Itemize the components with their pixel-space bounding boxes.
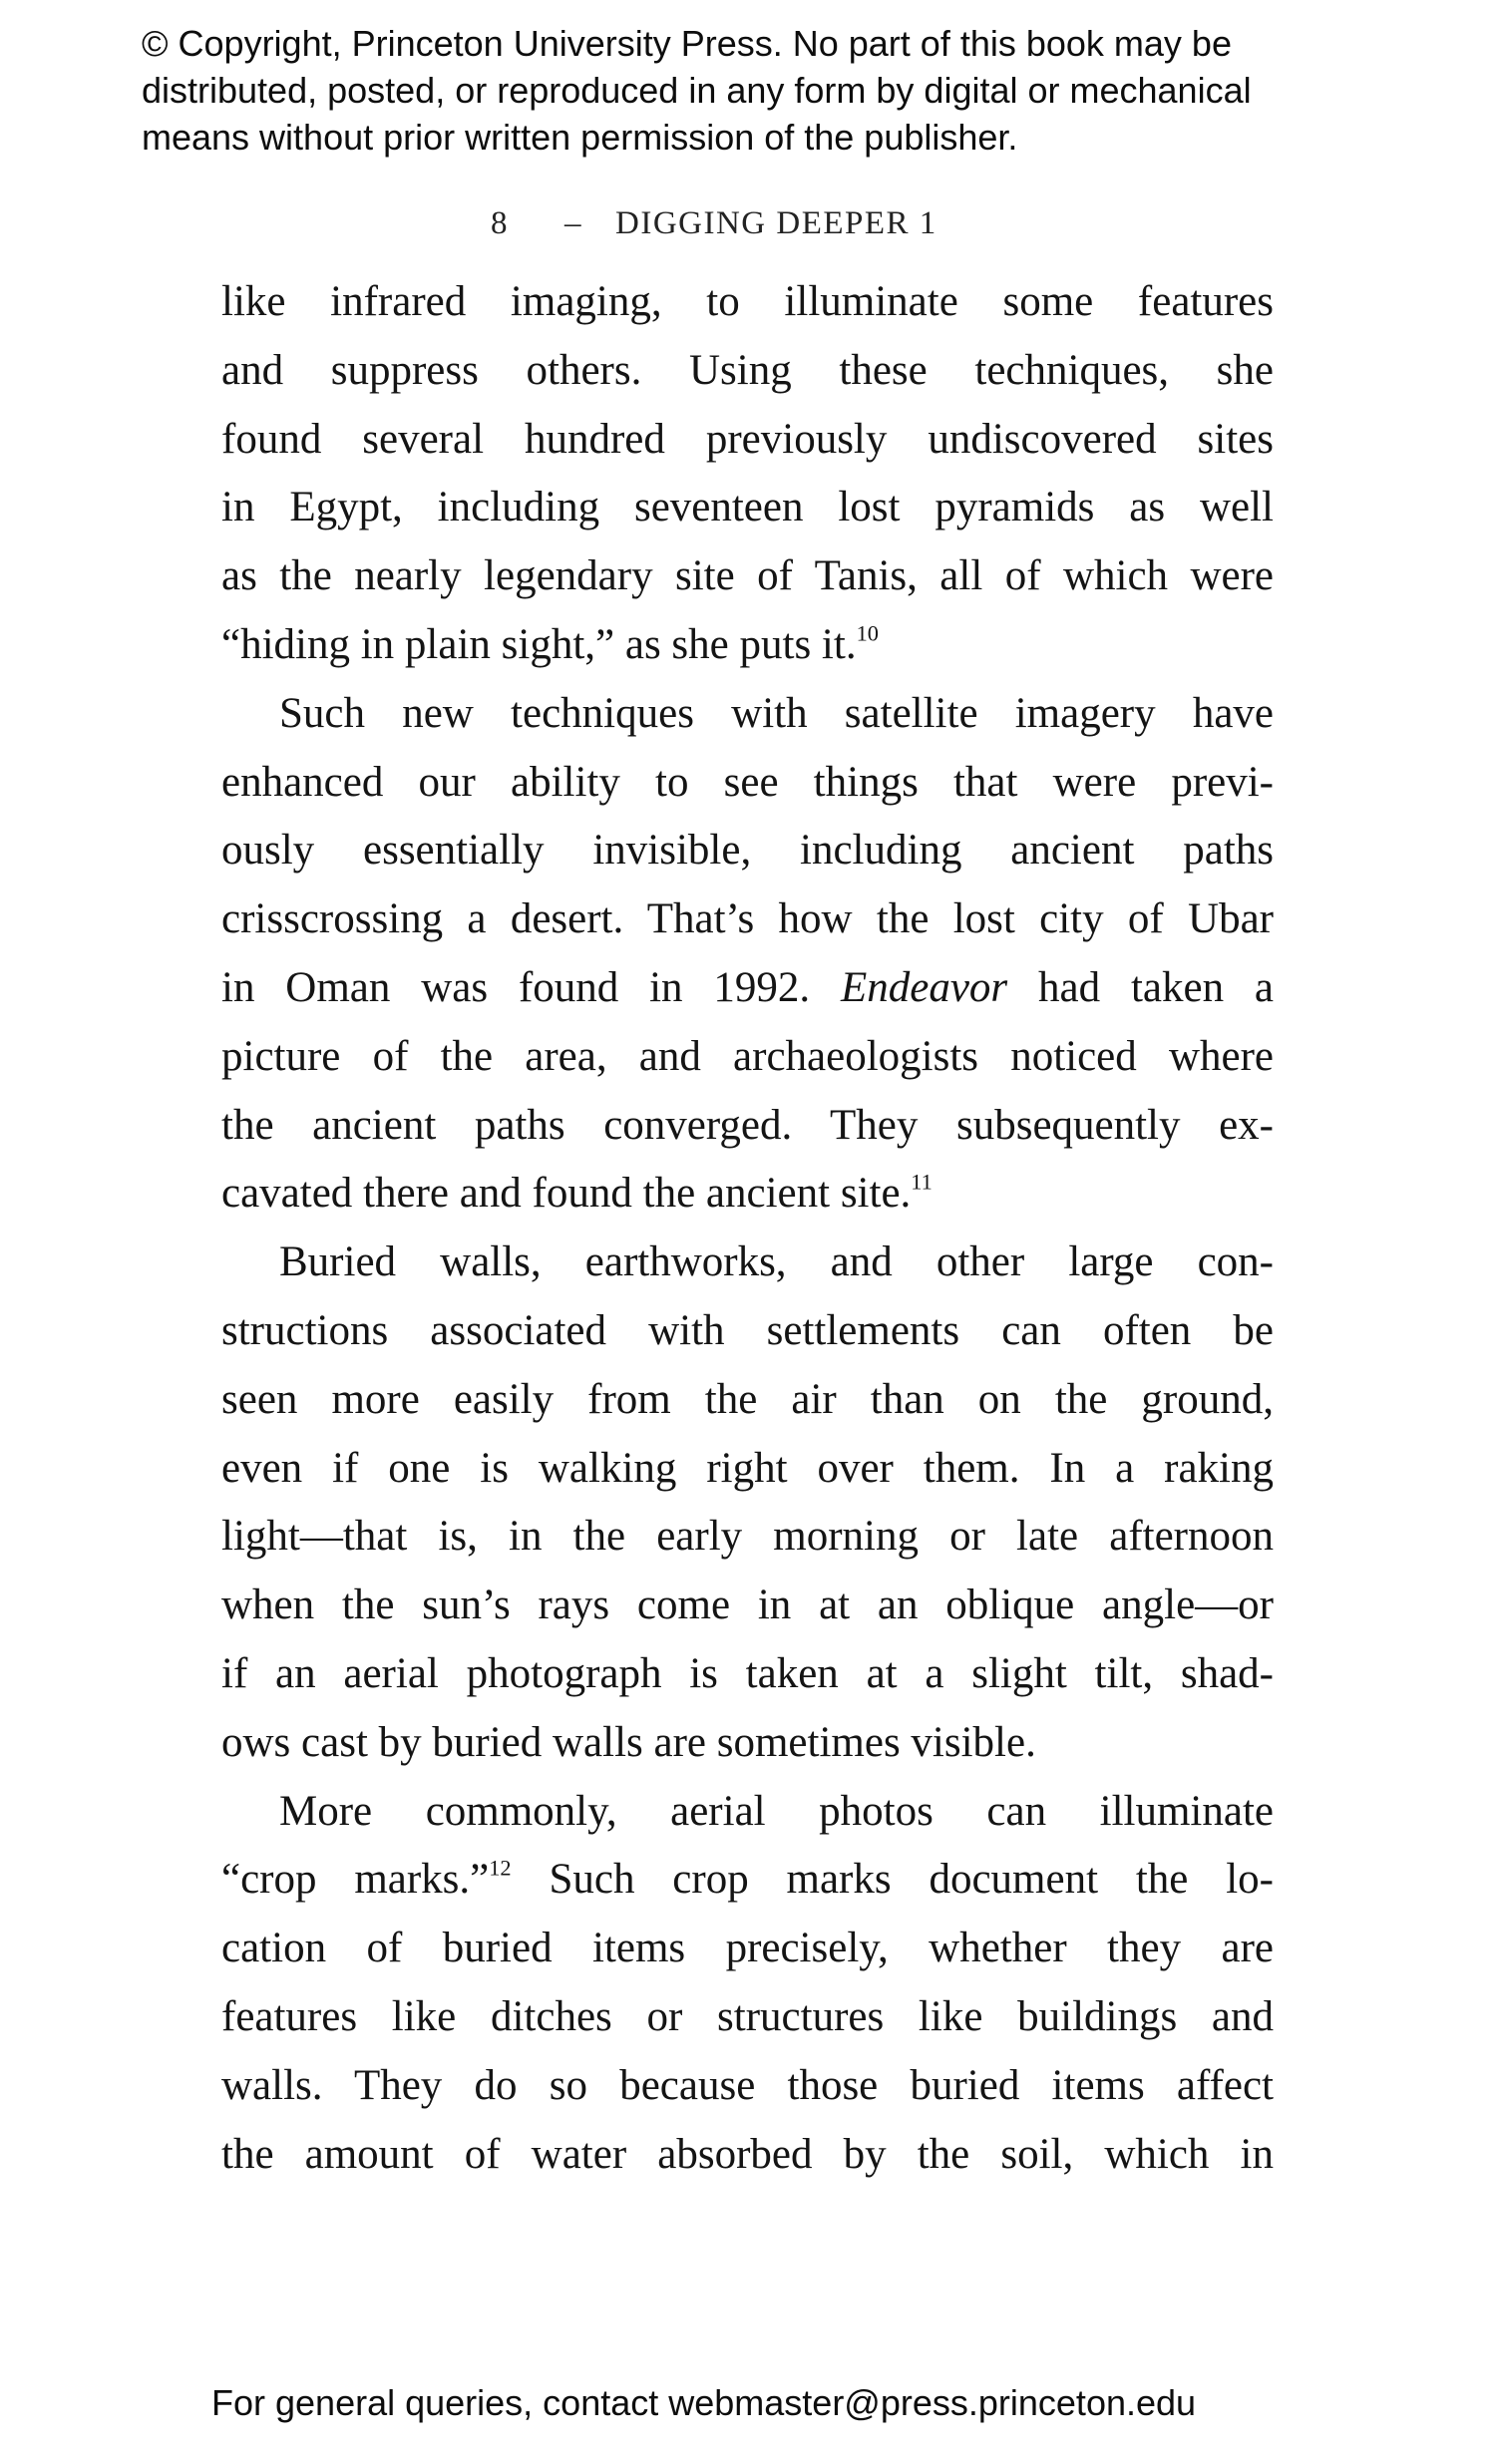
text-line [221,954,1274,1023]
footnote-ref-11[interactable]: 11 [911,1169,933,1195]
text-line: like infrared imaging, to illuminate some features [221,278,1274,325]
text-run: “hiding in plain sight,” as she puts it. [221,620,857,668]
text-line: ows cast by buried walls are sometimes visible. [221,1718,1036,1766]
text-line: ously essentially invisible, including ancient paths [221,827,1274,875]
text-line: walls. They do so because those buried items affect [221,2061,1274,2109]
text-line: in Egypt, including seventeen lost pyramids as well [221,484,1274,531]
text-line: even if one is walking right over them. In a raking [221,1444,1274,1492]
copyright-line: distributed, posted, or reproduced in any form by digital or mechanical [142,70,1252,111]
copyright-line: means without prior written permission of the publisher. [142,117,1018,158]
text-line: enhanced our ability to see things that were previ- [221,758,1274,806]
text-line: More commonly, aerial photos can illuminate [279,1787,1274,1835]
text-run: Such crop marks document the lo- [511,1856,1274,1904]
text-line: Such new techniques with satellite imagery have [279,689,1274,737]
footer-contact: For general queries, contact webmaster@press.princeton.edu [211,2382,1197,2423]
text-run: “crop marks.” [221,1856,490,1904]
running-head [479,199,1037,247]
text-line: picture of the area, and archaeologists noticed where [221,1032,1274,1080]
text-line [221,611,1274,680]
text-line: and suppress others. Using these techniques, she [221,346,1274,394]
footnote-ref-10[interactable]: 10 [856,620,879,646]
text-line [221,1846,1274,1915]
text-line: when the sun’s rays come in at an oblique angle—or [221,1582,1274,1629]
running-head-separator: – [564,205,581,241]
text-run: had taken a [1007,963,1274,1011]
text-line: Buried walls, earthworks, and other large con- [279,1238,1274,1286]
text-line: crisscrossing a desert. That’s how the lost city of Ubar [221,895,1274,943]
footnote-ref-12[interactable]: 12 [489,1855,512,1881]
body-text [221,268,1274,2189]
ship-name-italic: Endeavor [841,963,1008,1011]
text-line: if an aerial photograph is taken at a slight tilt, shad- [221,1649,1274,1697]
copyright-line: © Copyright, Princeton University Press. No part of this book may be [142,23,1232,64]
text-line: light—that is, in the early morning or late afternoon [221,1513,1274,1561]
text-line: structions associated with settlements can often be [221,1306,1274,1354]
copyright-notice [142,20,1438,161]
text-line: cation of buried items precisely, whether they are [221,1925,1274,1972]
text-line: features like ditches or structures like buildings and [221,1992,1274,2040]
text-run: cavated there and found the ancient site. [221,1170,912,1218]
text-line: found several hundred previously undiscovered sites [221,415,1274,463]
text-line: seen more easily from the air than on the ground, [221,1375,1274,1423]
text-run: in Oman was found in 1992. [221,963,841,1011]
text-line: the amount of water absorbed by the soil, which in [221,2130,1274,2178]
text-line [221,1160,1274,1229]
text-line: as the nearly legendary site of Tanis, all of which were [221,552,1274,600]
chapter-title: DIGGING DEEPER 1 [615,205,937,241]
page-number: 8 [491,205,508,241]
text-line: the ancient paths converged. They subsequently ex- [221,1101,1274,1149]
